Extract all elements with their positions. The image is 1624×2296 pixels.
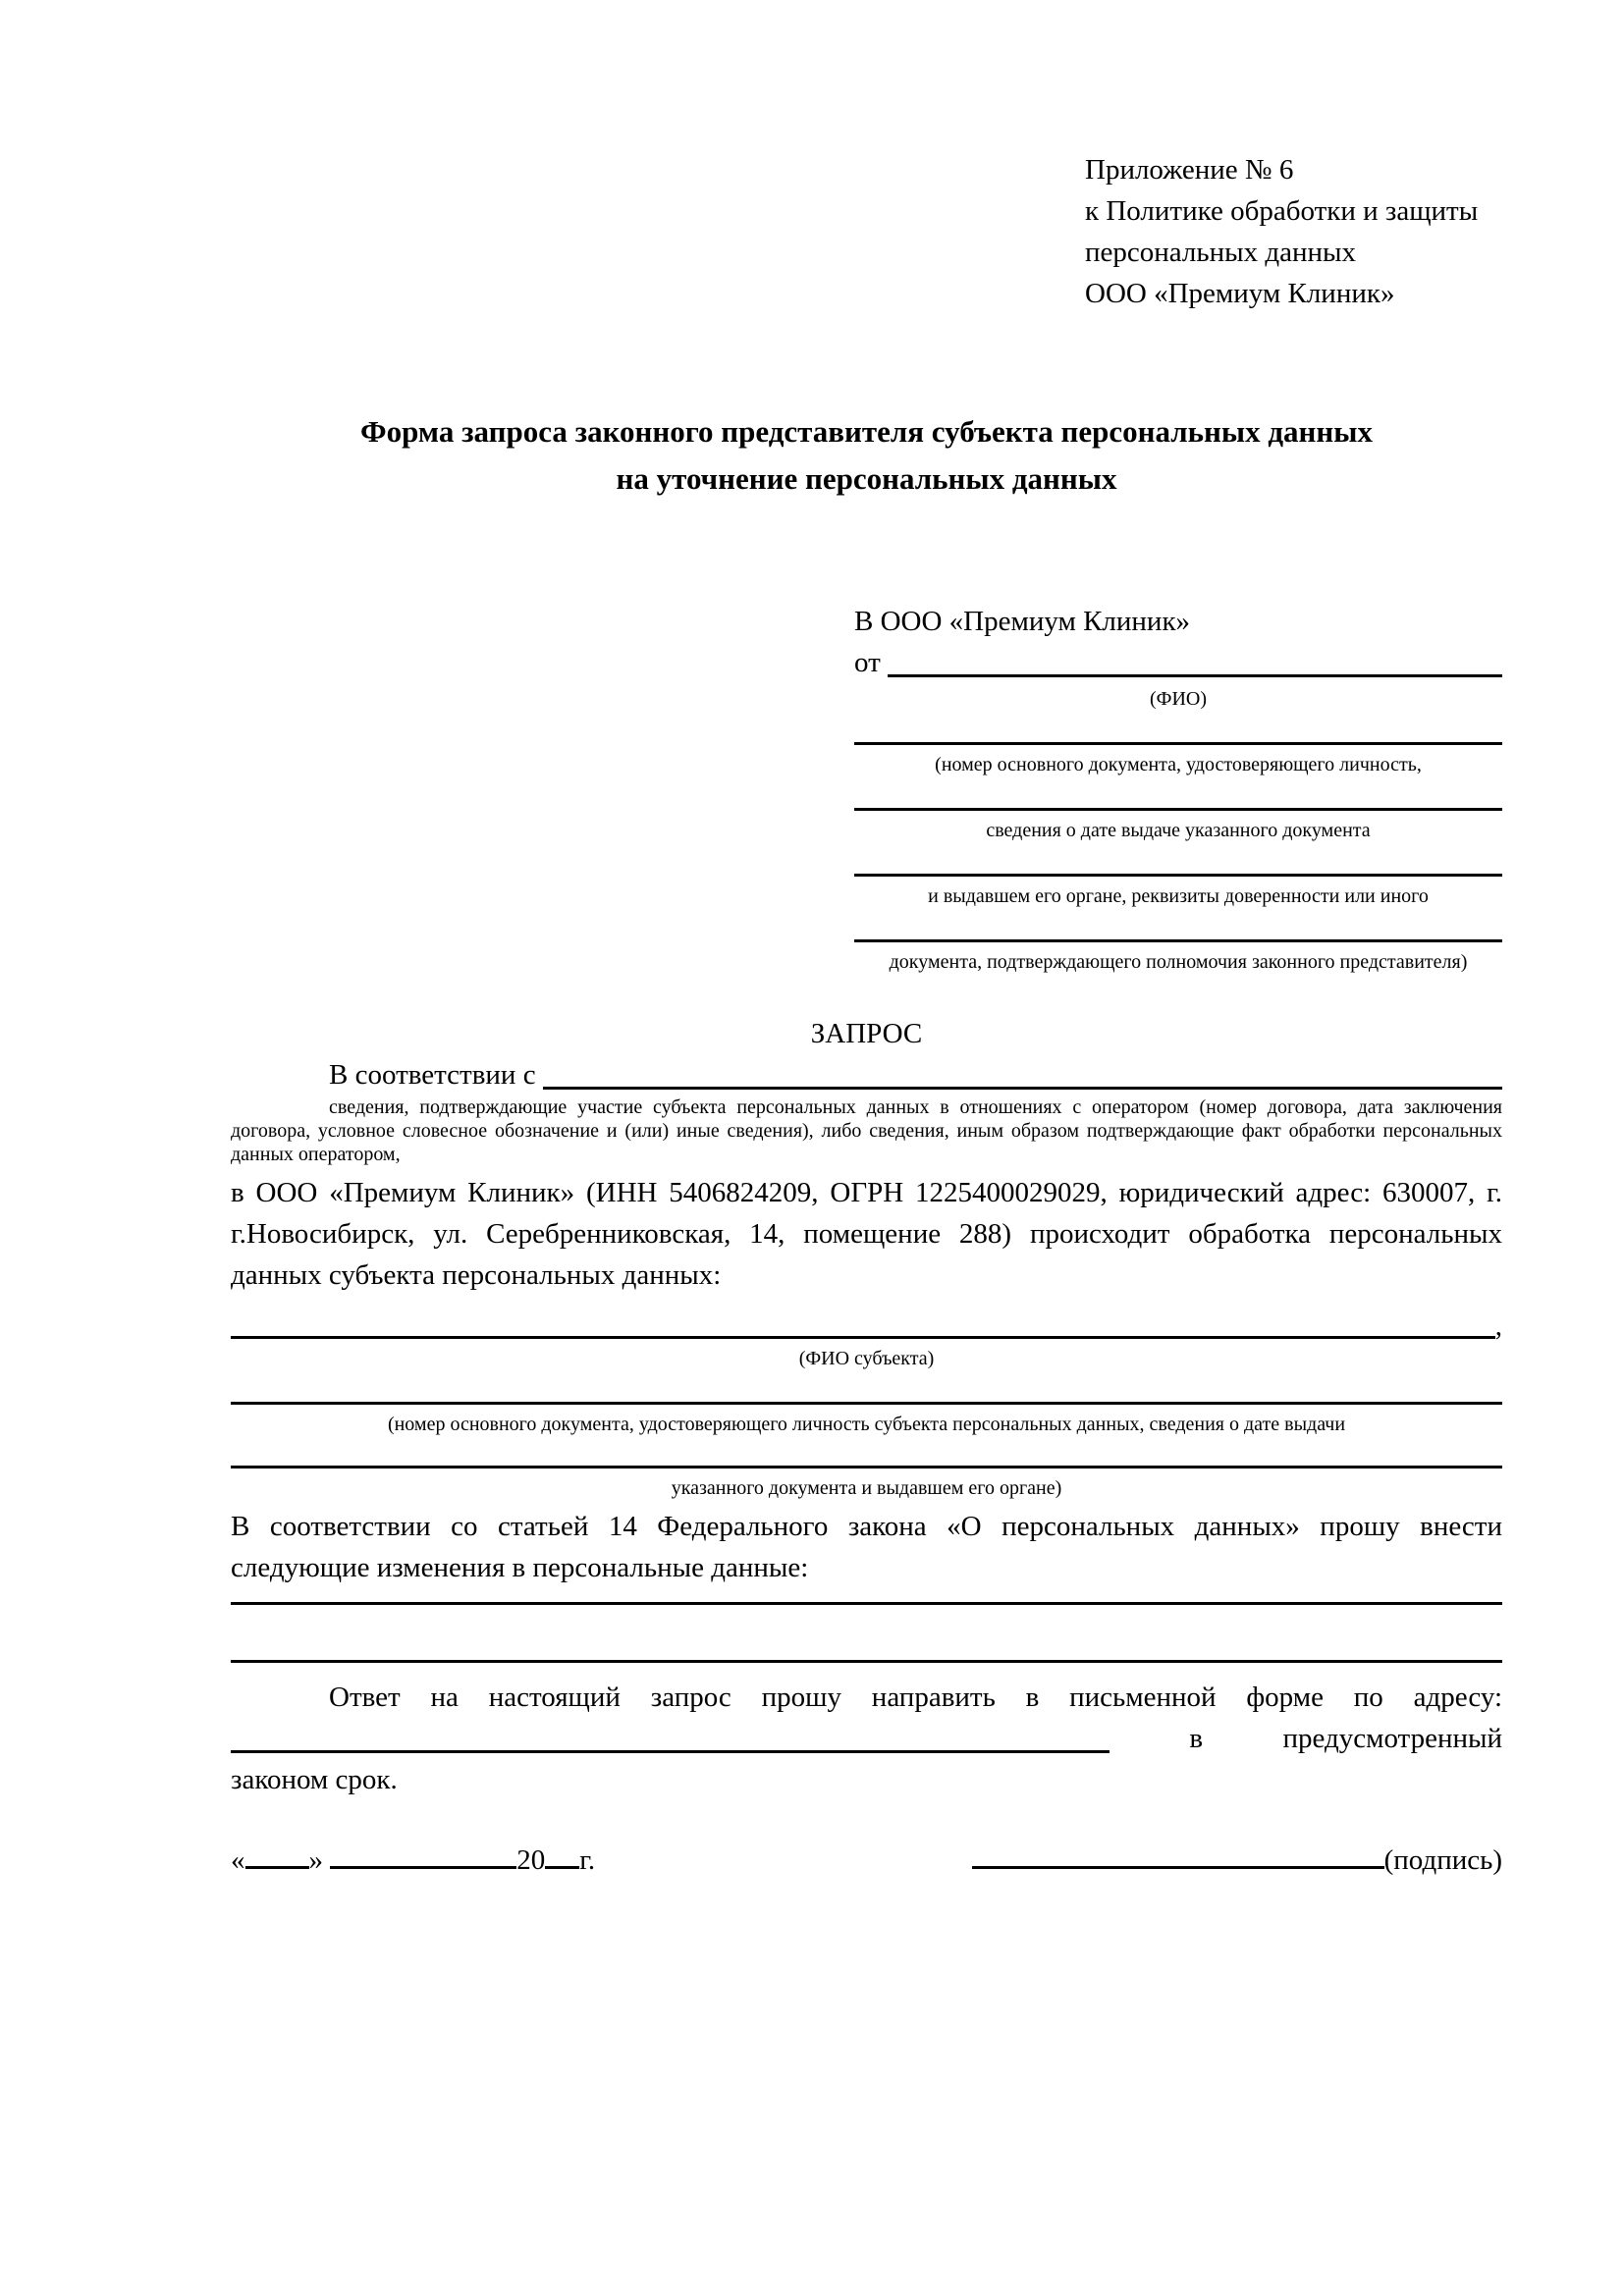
blank-line (854, 939, 1502, 942)
blank-line (231, 1602, 1502, 1605)
law-paragraph: В соответствии со статьей 14 Федерального закона «О персональных данных» прошу внести следующие изменения в персональные данные: (231, 1511, 1502, 1583)
subject-fio-blank-line (231, 1336, 1495, 1339)
date-signature-row (231, 1840, 1502, 1881)
date-year-prefix: 20 (516, 1844, 546, 1876)
answer-address-row (231, 1718, 1502, 1759)
subject-caption: (ФИО субъекта) (798, 1348, 935, 1369)
date-quote-open: « (231, 1844, 245, 1876)
appendix-line: Приложение № 6 (1085, 154, 1294, 186)
document-title-line2: на уточнение персональных данных (616, 461, 1117, 496)
addressee-to: В ООО «Премиум Клиник» (854, 606, 1191, 637)
date-day-blank (245, 1842, 309, 1869)
blank-line (231, 1660, 1502, 1663)
date-field (231, 1840, 595, 1881)
document-title (231, 408, 1502, 503)
trailing-comma: , (1494, 1310, 1502, 1342)
signature-caption: (подпись) (1383, 1844, 1502, 1876)
intro-row (231, 1054, 1502, 1095)
date-month-blank (330, 1842, 516, 1869)
appendix-line: ООО «Премиум Клиник» (1085, 278, 1395, 309)
line-caption: сведения о дате выдаче указанного документа (986, 820, 1371, 841)
date-year-blank (545, 1842, 579, 1869)
blank-line (854, 742, 1502, 745)
answer-word: предусмотренный (1282, 1723, 1502, 1754)
intro-blank-line (543, 1087, 1502, 1090)
intro-label: В соответствии с (329, 1059, 543, 1091)
line-caption: (номер основного документа, удостоверяющего личность, (935, 754, 1422, 775)
blank-line (231, 1402, 1502, 1405)
line-caption: документа, подтверждающего полномочия законного представителя) (889, 951, 1468, 973)
operator-paragraph: в ООО «Премиум Клиник» (ИНН 5406824209, ОГРН 1225400029029, юридический адрес: 630007, г. г.Новосибирск, ул. Серебренниковская, 14, помещение 288) происходит обработка персональных данных субъекта персональных данных: (231, 1177, 1502, 1291)
appendix-line: к Политике обработки и защиты (1085, 195, 1479, 227)
blank-line (854, 808, 1502, 811)
signature-blank-line (972, 1842, 1384, 1869)
date-quote-close: » (308, 1844, 331, 1876)
address-blank-line (231, 1750, 1110, 1753)
addressee-block (854, 601, 1502, 974)
subject-caption: указанного документа и выдавшем его органе) (671, 1477, 1062, 1499)
blank-line (231, 1466, 1502, 1468)
fio-caption: (ФИО) (1149, 688, 1207, 710)
addressee-from-row (854, 642, 1502, 683)
date-suffix: г. (579, 1844, 596, 1876)
answer-paragraph-line3: законом срок. (231, 1764, 398, 1795)
answer-word: в (1189, 1723, 1204, 1754)
blank-line (854, 874, 1502, 877)
document-title-line1: Форма запроса законного представителя субъекта персональных данных (360, 414, 1373, 449)
signature-field (972, 1840, 1502, 1881)
fio-blank-line (888, 674, 1502, 677)
subject-caption: (номер основного документа, удостоверяющего личность субъекта персональных данных, сведения о дате выдачи (387, 1414, 1346, 1435)
appendix-note (1085, 149, 1502, 314)
from-label: от (854, 647, 889, 678)
answer-paragraph-line1: Ответ на настоящий запрос прошу направить в письменной форме по адресу: (329, 1682, 1502, 1713)
line-caption: и выдавшем его органе, реквизиты доверенности или иного (928, 885, 1429, 907)
footnote-text: сведения, подтверждающие участие субъекта персональных данных в отношениях с оператором (номер договора, дата заключения договора, условное словесное обозначение и (или) иные сведения), либо сведения, иным образом подтверждающие факт обработки персональных данных оператором, (231, 1096, 1502, 1165)
request-heading: ЗАПРОС (810, 1018, 923, 1049)
subject-fio-row (231, 1311, 1502, 1341)
appendix-line: персональных данных (1085, 237, 1357, 268)
